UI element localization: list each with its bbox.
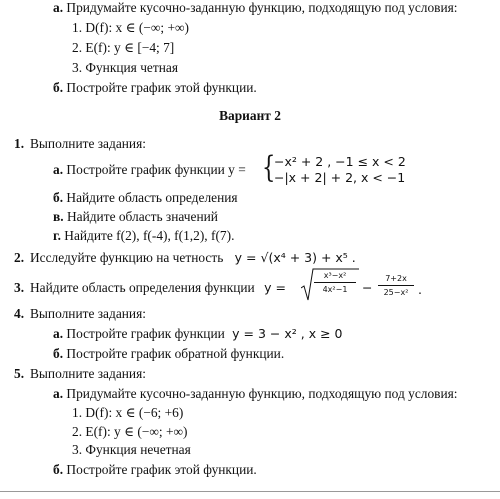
item-text: Найдите область определения bbox=[66, 190, 238, 205]
item-text: Постройте график функции y = bbox=[66, 162, 246, 177]
item-text: Найдите f(2), f(-4), f(1,2), f(7). bbox=[64, 228, 235, 243]
task-text: Исследуйте функцию на четность bbox=[30, 250, 224, 265]
item-label: а. bbox=[53, 386, 64, 401]
task-1-a bbox=[53, 162, 246, 178]
top-cond-2 bbox=[72, 40, 174, 56]
cond-text: E(f): y ∈ (−∞; +∞) bbox=[85, 424, 188, 439]
task-5-a bbox=[53, 386, 458, 402]
item-text: Постройте график этой функции. bbox=[66, 80, 257, 95]
item-text: Придумайте кусочно-заданную функцию, подходящую под условия: bbox=[66, 0, 458, 15]
item-label: б. bbox=[53, 346, 64, 361]
cond-num: 2. bbox=[72, 40, 83, 55]
task-number: 4. bbox=[14, 306, 25, 321]
brace: { bbox=[262, 150, 276, 185]
minus-sign: − bbox=[362, 280, 373, 295]
task-text: Найдите область определения функции bbox=[30, 280, 255, 295]
task-text: Выполните задания: bbox=[30, 136, 146, 151]
top-cond-1 bbox=[72, 20, 189, 36]
task-4-a bbox=[53, 326, 342, 342]
task-number: 2. bbox=[14, 250, 25, 265]
item-text: Придумайте кусочно-заданную функцию, подходящую под условия: bbox=[66, 386, 458, 401]
task-1-c bbox=[53, 209, 218, 225]
cond-num: 3. bbox=[72, 442, 83, 457]
cond-text: D(f): x ∈ (−6; +6) bbox=[85, 405, 184, 420]
fraction-1-denominator: 4x²−1 bbox=[322, 285, 348, 294]
top-task-b bbox=[53, 80, 257, 96]
fraction-2-denominator: 25−x² bbox=[383, 288, 409, 297]
fraction-2 bbox=[378, 274, 414, 298]
task-3 bbox=[14, 280, 286, 296]
piece-bottom: −|x + 2| + 2, x < −1 bbox=[274, 170, 406, 185]
cond-text: E(f): y ∈ [−4; 7] bbox=[85, 40, 175, 55]
task-4-b bbox=[53, 346, 284, 362]
task-text: Выполните задания: bbox=[30, 366, 146, 381]
item-label: а. bbox=[53, 0, 64, 15]
y-equals: y = bbox=[264, 280, 286, 295]
task-5-cond-1 bbox=[72, 405, 183, 421]
item-text: Постройте график функции bbox=[66, 326, 225, 341]
item-label: в. bbox=[53, 209, 64, 224]
task-2 bbox=[14, 250, 356, 266]
task-2-formula: y = √(x⁴ + 3) + x⁵ . bbox=[234, 250, 356, 265]
item-label: г. bbox=[53, 228, 61, 243]
cond-num: 1. bbox=[72, 20, 83, 35]
task-4-formula: y = 3 − x² , x ≥ 0 bbox=[232, 326, 343, 341]
item-text: Найдите область значений bbox=[66, 209, 218, 224]
cond-num: 2. bbox=[72, 424, 83, 439]
item-label: а. bbox=[53, 326, 64, 341]
item-label: б. bbox=[53, 462, 64, 477]
page-bottom-divider bbox=[0, 491, 500, 492]
cond-text: Функция нечетная bbox=[85, 442, 191, 457]
task-5-cond-2 bbox=[72, 424, 188, 440]
task-1-b bbox=[53, 190, 238, 206]
task-text: Выполните задания: bbox=[30, 306, 146, 321]
top-task-a bbox=[53, 0, 458, 16]
variant-title: Вариант 2 bbox=[219, 108, 281, 123]
item-text: Постройте график этой функции. bbox=[66, 462, 257, 477]
fraction-2-numerator: 7+2x bbox=[378, 274, 414, 286]
fraction-1 bbox=[314, 271, 356, 295]
fraction-1-numerator: x³−x² bbox=[314, 271, 356, 283]
task-number: 3. bbox=[14, 280, 25, 295]
item-label: б. bbox=[53, 190, 64, 205]
piece-top: −x² + 2 , −1 ≤ x < 2 bbox=[274, 154, 406, 169]
task-number: 1. bbox=[14, 136, 25, 151]
task-5 bbox=[14, 366, 146, 382]
task-5-cond-3 bbox=[72, 442, 191, 458]
task-1-d bbox=[53, 228, 234, 244]
task-5-b bbox=[53, 462, 257, 478]
cond-num: 3. bbox=[72, 60, 83, 75]
task-number: 5. bbox=[14, 366, 25, 381]
item-label: б. bbox=[53, 80, 64, 95]
task-4 bbox=[14, 306, 146, 322]
period: . bbox=[418, 282, 422, 297]
task-1 bbox=[14, 136, 146, 152]
item-label: а. bbox=[53, 162, 64, 177]
top-cond-3 bbox=[72, 60, 178, 76]
cond-text: Функция четная bbox=[85, 60, 178, 75]
cond-num: 1. bbox=[72, 405, 83, 420]
cond-text: D(f): x ∈ (−∞; +∞) bbox=[85, 20, 190, 35]
item-text: Постройте график обратной функции. bbox=[66, 346, 285, 361]
